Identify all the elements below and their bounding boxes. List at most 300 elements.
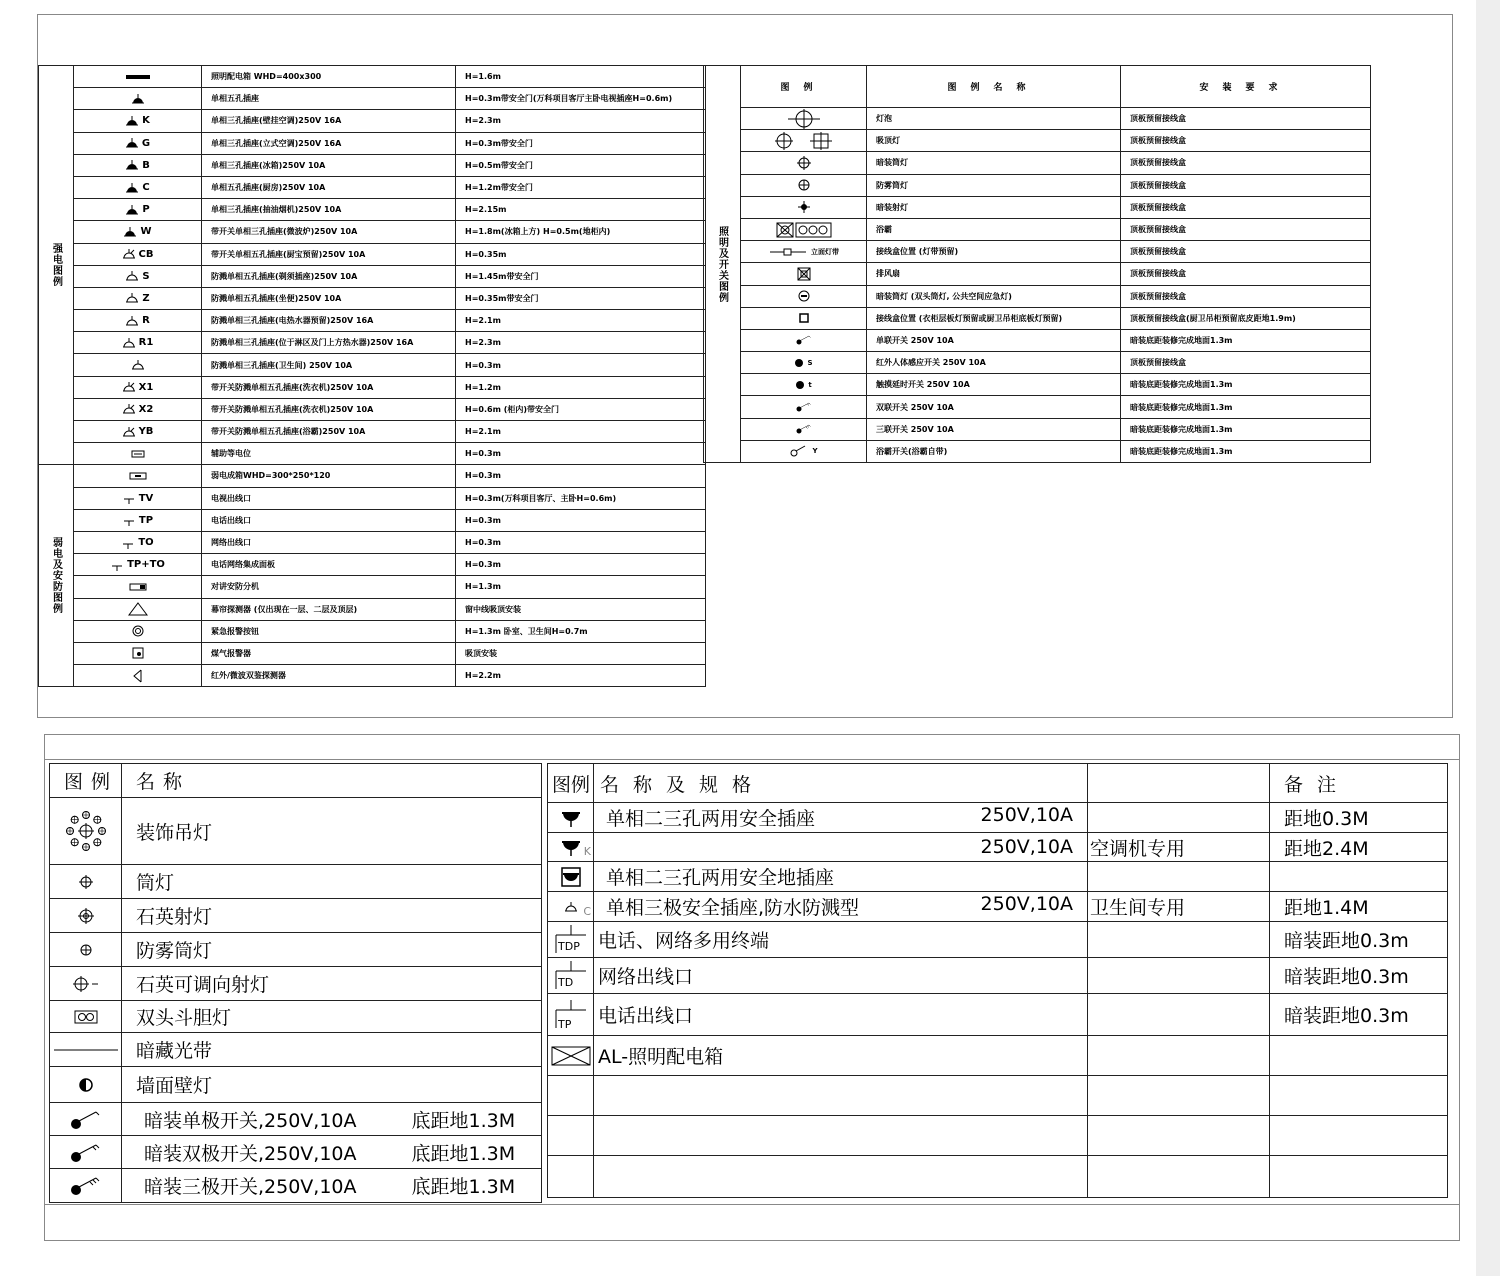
legend-row bbox=[39, 66, 706, 88]
bottom-legend-panel bbox=[44, 734, 1460, 1241]
legend-name: 接线盒位置 (衣柜层板灯预留或厨卫吊柜底板灯预留) bbox=[867, 307, 1121, 329]
socket-header-2 bbox=[1088, 764, 1270, 803]
legend-name: 辅助等电位 bbox=[202, 443, 456, 465]
legend-name: 防溅单相三孔插座(电热水器预留)250V 16A bbox=[202, 310, 456, 332]
socket-header-1: 名称及规格 bbox=[594, 764, 1088, 803]
tv-outlet-icon bbox=[122, 494, 136, 503]
socket-legend-table bbox=[547, 763, 1448, 1198]
switch-splash-socket-icon bbox=[122, 427, 136, 436]
socket-name-cell bbox=[594, 803, 1088, 833]
socket-header-row bbox=[548, 764, 1448, 803]
legend-symbol-cell bbox=[50, 1136, 122, 1169]
lamp-name: 双头斗胆灯 bbox=[122, 1001, 542, 1033]
legend-symbol-cell bbox=[50, 1033, 122, 1067]
legend-row bbox=[39, 509, 706, 531]
legend-requirement: 顶板预留接线盒(厨卫吊柜预留底皮距地1.9m) bbox=[1121, 307, 1371, 329]
lamp-header-symbol: 图例 bbox=[50, 764, 122, 798]
legend-symbol-cell bbox=[741, 352, 867, 374]
legend-name: 幕帘探测器 (仅出现在一层、二层及顶层) bbox=[202, 598, 456, 620]
socket-icon bbox=[560, 836, 582, 858]
socket-3hole-icon bbox=[125, 161, 139, 170]
socket-name-cell bbox=[594, 1156, 1088, 1198]
legend-name: 带开关单相三孔插座(微波炉)250V 10A bbox=[202, 221, 456, 243]
legend-name: 防溅单相五孔插座(剃须插座)250V 10A bbox=[202, 265, 456, 287]
legend-symbol-cell bbox=[741, 196, 867, 218]
legend-code: TV bbox=[138, 492, 154, 504]
socket-header-0: 图例 bbox=[548, 764, 594, 803]
legend-name: 暗装筒灯 bbox=[867, 152, 1121, 174]
legend-symbol-cell bbox=[548, 994, 594, 1036]
socket-name-cell bbox=[594, 833, 1088, 862]
legend-name: 带开关防溅单相五孔插座(洗衣机)250V 10A bbox=[202, 376, 456, 398]
legend-requirement: H=0.3m bbox=[456, 354, 706, 376]
legend-name: 暗装射灯 bbox=[867, 196, 1121, 218]
legend-requirement: H=1.2m带安全门 bbox=[456, 176, 706, 198]
socket-usage bbox=[1088, 1076, 1270, 1116]
socket-3hole-icon bbox=[125, 205, 139, 214]
legend-name: 排风扇 bbox=[867, 263, 1121, 285]
legend-symbol-cell bbox=[741, 374, 867, 396]
socket-spec: 250V,10A bbox=[980, 836, 1073, 858]
legend-symbol-cell bbox=[74, 443, 202, 465]
switch-splash-socket-icon bbox=[122, 405, 136, 414]
chandelier-icon bbox=[62, 820, 110, 842]
legend-requirement: H=0.3m bbox=[456, 554, 706, 576]
legend-symbol-cell bbox=[74, 554, 202, 576]
lamp-name: 筒灯 bbox=[122, 865, 542, 899]
legend-row bbox=[704, 418, 1371, 440]
legend-name: 三联开关 250V 10A bbox=[867, 418, 1121, 440]
legend-code: R1 bbox=[138, 337, 154, 349]
socket-note bbox=[1270, 1116, 1448, 1156]
legend-name: 电视出线口 bbox=[202, 487, 456, 509]
legend-requirement: H=0.35m带安全门 bbox=[456, 287, 706, 309]
socket-5hole-icon bbox=[131, 94, 145, 103]
switch-socket-icon bbox=[122, 250, 136, 259]
legend-name: 紧急报警按钮 bbox=[202, 620, 456, 642]
legend-requirement: 顶板预留接线盒 bbox=[1121, 130, 1371, 152]
legend-symbol-cell bbox=[741, 263, 867, 285]
ceiling-lamp-icon bbox=[774, 136, 834, 145]
lamp-row bbox=[50, 798, 542, 865]
legend-symbol-cell bbox=[741, 285, 867, 307]
delay-switch-icon bbox=[795, 380, 805, 389]
legend-name: 触摸延时开关 250V 10A bbox=[867, 374, 1121, 396]
legend-name: 浴霸开关(浴霸自带) bbox=[867, 440, 1121, 462]
lamp-name: 石英射灯 bbox=[122, 899, 542, 933]
legend-requirement: 顶板预留接线盒 bbox=[1121, 196, 1371, 218]
lamp-row bbox=[50, 967, 542, 1001]
legend-symbol-cell bbox=[548, 1036, 594, 1076]
lamp-legend-table bbox=[49, 763, 542, 1203]
alarm-button-icon bbox=[132, 627, 144, 636]
legend-symbol-cell bbox=[74, 332, 202, 354]
legend-row bbox=[704, 152, 1371, 174]
socket-note bbox=[1270, 1156, 1448, 1198]
lamp-row bbox=[50, 933, 542, 967]
lighting-header-0: 图例 bbox=[741, 66, 867, 108]
curtain-detector-icon bbox=[128, 605, 148, 614]
socket-row bbox=[548, 958, 1448, 994]
legend-symbol-cell bbox=[50, 1103, 122, 1136]
legend-name: 对讲安防分机 bbox=[202, 576, 456, 598]
socket-name-wrap bbox=[598, 926, 1087, 953]
legend-row bbox=[704, 329, 1371, 351]
legend-row bbox=[39, 398, 706, 420]
legend-symbol-cell bbox=[74, 576, 202, 598]
hidden-strip-icon bbox=[54, 1039, 118, 1061]
legend-symbol-cell bbox=[741, 218, 867, 240]
legend-row bbox=[39, 443, 706, 465]
legend-row bbox=[704, 108, 1371, 130]
lamp-note: 底距地1.3M bbox=[406, 1103, 542, 1136]
legend-row bbox=[39, 332, 706, 354]
legend-symbol-cell bbox=[548, 1156, 594, 1198]
legend-row bbox=[39, 310, 706, 332]
legend-name: 吸顶灯 bbox=[867, 130, 1121, 152]
legend-name: 电话出线口 bbox=[202, 509, 456, 531]
legend-symbol-cell bbox=[741, 152, 867, 174]
legend-symbol-cell bbox=[74, 132, 202, 154]
legend-symbol-cell bbox=[741, 418, 867, 440]
legend-requirement: H=1.6m bbox=[456, 66, 706, 88]
wall-lamp-icon bbox=[78, 1074, 94, 1096]
socket-name-cell bbox=[594, 892, 1088, 922]
socket-note: 暗装距地0.3m bbox=[1270, 922, 1448, 958]
lamp-name: 暗装三极开关,250V,10A bbox=[122, 1169, 406, 1203]
legend-symbol-cell bbox=[50, 865, 122, 899]
lamp-name: 暗装单极开关,250V,10A bbox=[122, 1103, 406, 1136]
legend-symbol-cell bbox=[74, 376, 202, 398]
socket-name: 电话、网络多用终端 bbox=[598, 930, 770, 952]
socket-name-wrap bbox=[606, 893, 1087, 920]
legend-row bbox=[704, 196, 1371, 218]
socket-note: 暗装距地0.3m bbox=[1270, 994, 1448, 1036]
legend-requirement: H=0.6m (柜内)带安全门 bbox=[456, 398, 706, 420]
weak-section-label: 弱电及安防图例 bbox=[39, 465, 74, 687]
legend-row bbox=[39, 642, 706, 664]
legend-name: 带开关单相五孔插座(厨宝预留)250V 10A bbox=[202, 243, 456, 265]
legend-row bbox=[39, 287, 706, 309]
legend-name: 网络出线口 bbox=[202, 531, 456, 553]
tp-to-outlet-icon bbox=[110, 560, 124, 569]
legend-symbol-cell bbox=[74, 265, 202, 287]
socket-name-wrap bbox=[606, 804, 1087, 831]
splash-socket-icon bbox=[122, 338, 136, 347]
socket-note bbox=[1270, 1036, 1448, 1076]
legend-code: TO bbox=[138, 537, 154, 549]
legend-row bbox=[39, 354, 706, 376]
legend-requirement: 暗装底距装修完成地面1.3m bbox=[1121, 374, 1371, 396]
legend-requirement: 顶板预留接线盒 bbox=[1121, 263, 1371, 285]
splash-socket-icon bbox=[564, 896, 578, 918]
socket-code: C bbox=[583, 905, 591, 918]
socket-note bbox=[1270, 1076, 1448, 1116]
triple-switch-icon bbox=[68, 1175, 104, 1197]
socket-usage bbox=[1088, 1156, 1270, 1198]
socket-row bbox=[548, 1076, 1448, 1116]
equipotential-icon bbox=[131, 449, 145, 458]
legend-symbol-cell bbox=[74, 154, 202, 176]
legend-name: 防溅单相三孔插座(卫生间) 250V 10A bbox=[202, 354, 456, 376]
fog-downlight-icon bbox=[796, 181, 812, 190]
socket-3hole-icon bbox=[125, 116, 139, 125]
socket-name-cell bbox=[594, 958, 1088, 994]
legend-code: P bbox=[142, 204, 150, 216]
legend-name: 防溅单相三孔插座(位于淋区及门上方热水器)250V 16A bbox=[202, 332, 456, 354]
bath-switch-icon bbox=[789, 447, 809, 456]
socket-usage bbox=[1088, 994, 1270, 1036]
legend-symbol-cell bbox=[548, 1076, 594, 1116]
legend-symbol-cell bbox=[50, 933, 122, 967]
legend-row bbox=[39, 265, 706, 287]
legend-symbol-cell bbox=[548, 958, 594, 994]
legend-row bbox=[39, 465, 706, 487]
socket-name-cell bbox=[594, 1076, 1088, 1116]
legend-symbol-cell bbox=[50, 967, 122, 1001]
legend-code: W bbox=[140, 226, 152, 238]
socket-name-wrap bbox=[598, 1001, 1087, 1028]
legend-requirement: H=1.8m(冰箱上方) H=0.5m(地柜内) bbox=[456, 221, 706, 243]
legend-symbol-cell bbox=[548, 803, 594, 833]
legend-code: X1 bbox=[138, 381, 154, 393]
lamp-note: 底距地1.3M bbox=[406, 1169, 542, 1203]
legend-code: C bbox=[142, 182, 150, 194]
legend-row bbox=[39, 421, 706, 443]
legend-requirement: H=0.3m带安全门 bbox=[456, 132, 706, 154]
legend-symbol-cell bbox=[74, 88, 202, 110]
legend-row bbox=[704, 307, 1371, 329]
legend-name: 电话网络集成面板 bbox=[202, 554, 456, 576]
legend-requirement: H=1.3m bbox=[456, 576, 706, 598]
lamp-header-row bbox=[50, 764, 542, 798]
legend-requirement: H=0.3m(万科项目客厅、主卧H=0.6m) bbox=[456, 487, 706, 509]
socket-usage: 卫生间专用 bbox=[1088, 892, 1270, 922]
socket-note: 距地0.3M bbox=[1270, 803, 1448, 833]
legend-requirement: 顶板预留接线盒 bbox=[1121, 218, 1371, 240]
legend-row bbox=[39, 620, 706, 642]
bath-heater-icon bbox=[776, 225, 832, 234]
bulb-icon bbox=[787, 114, 821, 123]
socket-usage bbox=[1088, 803, 1270, 833]
legend-symbol-cell bbox=[74, 487, 202, 509]
legend-name: 防雾筒灯 bbox=[867, 174, 1121, 196]
legend-name: 单相三孔插座(抽油烟机)250V 10A bbox=[202, 199, 456, 221]
legend-code: TP bbox=[138, 514, 154, 526]
legend-name: 单相五孔插座(厨房)250V 10A bbox=[202, 176, 456, 198]
legend-row bbox=[39, 665, 706, 687]
legend-requirement: H=1.2m bbox=[456, 376, 706, 398]
spotlight-icon bbox=[796, 203, 812, 212]
distribution-box-icon bbox=[125, 72, 151, 81]
splash-socket-icon bbox=[131, 361, 145, 370]
lamp-name: 暗装双极开关,250V,10A bbox=[122, 1136, 406, 1169]
legend-row bbox=[704, 218, 1371, 240]
socket-usage: 空调机专用 bbox=[1088, 833, 1270, 862]
lamp-name: 防雾筒灯 bbox=[122, 933, 542, 967]
legend-symbol-cell bbox=[741, 329, 867, 351]
legend-requirement: H=0.3m带安全门(万科项目客厅主卧电视插座H=0.6m) bbox=[456, 88, 706, 110]
legend-row bbox=[39, 531, 706, 553]
legend-symbol-cell bbox=[74, 176, 202, 198]
fog-downlight-icon bbox=[78, 939, 94, 961]
legend-code: X2 bbox=[138, 403, 154, 415]
legend-row bbox=[39, 199, 706, 221]
socket-name-cell bbox=[594, 922, 1088, 958]
legend-name: 红外/微波双鉴探测器 bbox=[202, 665, 456, 687]
lamp-row bbox=[50, 1001, 542, 1033]
socket-row bbox=[548, 994, 1448, 1036]
socket-note bbox=[1270, 862, 1448, 892]
socket-code: TP bbox=[558, 1018, 572, 1031]
socket-note: 距地2.4M bbox=[1270, 833, 1448, 862]
single-switch-icon bbox=[795, 336, 813, 345]
legend-symbol-cell bbox=[741, 108, 867, 130]
legend-requirement: 顶板预留接线盒 bbox=[1121, 174, 1371, 196]
legend-code: B bbox=[142, 159, 150, 171]
legend-symbol-cell bbox=[74, 421, 202, 443]
legend-row bbox=[39, 598, 706, 620]
lamp-row bbox=[50, 1067, 542, 1103]
legend-symbol-cell bbox=[74, 110, 202, 132]
legend-symbol-cell bbox=[741, 307, 867, 329]
legend-name: 单相三孔插座(壁挂空调)250V 16A bbox=[202, 110, 456, 132]
legend-name: 接线盒位置 (灯带预留) bbox=[867, 241, 1121, 263]
legend-requirement: H=0.3m bbox=[456, 443, 706, 465]
socket-code: K bbox=[583, 845, 591, 858]
legend-symbol-cell bbox=[74, 620, 202, 642]
legend-code: YB bbox=[138, 426, 154, 438]
weak-box-icon bbox=[129, 471, 147, 480]
legend-symbol-cell bbox=[74, 66, 202, 88]
intercom-icon bbox=[129, 582, 147, 591]
network-outlet-icon bbox=[121, 538, 135, 547]
socket-row bbox=[548, 1116, 1448, 1156]
splash-socket-icon bbox=[125, 272, 139, 281]
socket-name-cell bbox=[594, 862, 1088, 892]
socket-name: 单相二三孔两用安全插座 bbox=[606, 808, 816, 830]
lamp-row bbox=[50, 1169, 542, 1203]
legend-requirement: H=0.35m bbox=[456, 243, 706, 265]
socket-3hole-icon bbox=[123, 227, 137, 236]
legend-requirement: H=0.3m bbox=[456, 531, 706, 553]
socket-row bbox=[548, 862, 1448, 892]
switch-splash-socket-icon bbox=[122, 383, 136, 392]
strong-weak-legend-table bbox=[38, 65, 706, 687]
legend-requirement: 顶板预留接线盒 bbox=[1121, 241, 1371, 263]
socket-name-wrap bbox=[598, 962, 1087, 989]
socket-row bbox=[548, 892, 1448, 922]
legend-symbol-cell bbox=[741, 440, 867, 462]
legend-requirement: 顶板预留接线盒 bbox=[1121, 285, 1371, 307]
legend-code: CB bbox=[138, 248, 154, 260]
legend-row bbox=[39, 376, 706, 398]
legend-name: 照明配电箱 WHD=400x300 bbox=[202, 66, 456, 88]
legend-row bbox=[704, 263, 1371, 285]
socket-name-cell bbox=[594, 994, 1088, 1036]
lamp-row bbox=[50, 865, 542, 899]
lamp-header-name: 名称 bbox=[122, 764, 542, 798]
legend-row bbox=[704, 130, 1371, 152]
junction-box-icon bbox=[798, 314, 810, 323]
socket-name-cell bbox=[594, 1036, 1088, 1076]
socket-usage bbox=[1088, 922, 1270, 958]
legend-symbol-cell bbox=[74, 665, 202, 687]
legend-requirement: 吸顶安装 bbox=[456, 642, 706, 664]
legend-requirement: H=0.5m带安全门 bbox=[456, 154, 706, 176]
legend-code: S bbox=[807, 358, 813, 367]
legend-requirement: H=1.45m带安全门 bbox=[456, 265, 706, 287]
legend-requirement: 暗装底距装修完成地面1.3m bbox=[1121, 440, 1371, 462]
legend-requirement: 顶板预留接线盒 bbox=[1121, 352, 1371, 374]
legend-row bbox=[39, 554, 706, 576]
legend-row bbox=[704, 440, 1371, 462]
legend-symbol-cell bbox=[50, 899, 122, 933]
legend-symbol-cell bbox=[74, 509, 202, 531]
lamp-row bbox=[50, 1103, 542, 1136]
junction-box-strip-icon bbox=[768, 247, 808, 256]
legend-name: 单相五孔插座 bbox=[202, 88, 456, 110]
legend-symbol-cell bbox=[74, 310, 202, 332]
legend-name: 单相三孔插座(立式空调)250V 16A bbox=[202, 132, 456, 154]
legend-symbol-cell bbox=[741, 174, 867, 196]
legend-symbol-cell bbox=[548, 922, 594, 958]
socket-spec: 250V,10A bbox=[980, 804, 1073, 826]
lighting-header-1: 图例名称 bbox=[867, 66, 1121, 108]
legend-requirement: H=2.2m bbox=[456, 665, 706, 687]
legend-symbol-cell bbox=[741, 396, 867, 418]
legend-symbol-cell bbox=[74, 287, 202, 309]
legend-symbol-cell bbox=[74, 199, 202, 221]
socket-code: TDP bbox=[558, 940, 580, 953]
legend-code: 立面灯带 bbox=[811, 247, 839, 256]
legend-row bbox=[39, 132, 706, 154]
legend-symbol-cell bbox=[74, 398, 202, 420]
legend-symbol-cell bbox=[741, 130, 867, 152]
socket-name-wrap bbox=[598, 1042, 1087, 1069]
legend-code: t bbox=[808, 380, 812, 389]
legend-name: 煤气报警器 bbox=[202, 642, 456, 664]
socket-name-cell bbox=[594, 1116, 1088, 1156]
legend-requirement: H=2.1m bbox=[456, 310, 706, 332]
legend-name: 防溅单相五孔插座(坐便)250V 10A bbox=[202, 287, 456, 309]
legend-requirement: 暗装底距装修完成地面1.3m bbox=[1121, 418, 1371, 440]
legend-row bbox=[704, 396, 1371, 418]
legend-symbol-cell bbox=[548, 892, 594, 922]
legend-row bbox=[704, 374, 1371, 396]
top-legend-panel bbox=[37, 14, 1453, 718]
lamp-row bbox=[50, 899, 542, 933]
legend-symbol-cell bbox=[50, 1067, 122, 1103]
lighting-header-2: 安装要求 bbox=[1121, 66, 1371, 108]
socket-3hole-icon bbox=[125, 139, 139, 148]
ir-switch-icon bbox=[794, 358, 804, 367]
legend-requirement: H=2.3m bbox=[456, 110, 706, 132]
legend-symbol-cell bbox=[50, 1001, 122, 1033]
legend-symbol-cell bbox=[50, 798, 122, 865]
phone-outlet-icon bbox=[122, 516, 136, 525]
legend-requirement: H=0.3m bbox=[456, 509, 706, 531]
legend-requirement: H=2.1m bbox=[456, 421, 706, 443]
legend-row bbox=[39, 221, 706, 243]
legend-name: 单联开关 250V 10A bbox=[867, 329, 1121, 351]
socket-header-3: 备注 bbox=[1270, 764, 1448, 803]
legend-name: 带开关防溅单相五孔插座(浴霸)250V 10A bbox=[202, 421, 456, 443]
legend-row bbox=[39, 487, 706, 509]
legend-requirement: 暗装底距装修完成地面1.3m bbox=[1121, 329, 1371, 351]
triple-switch-icon bbox=[795, 425, 813, 434]
socket-note: 暗装距地0.3m bbox=[1270, 958, 1448, 994]
